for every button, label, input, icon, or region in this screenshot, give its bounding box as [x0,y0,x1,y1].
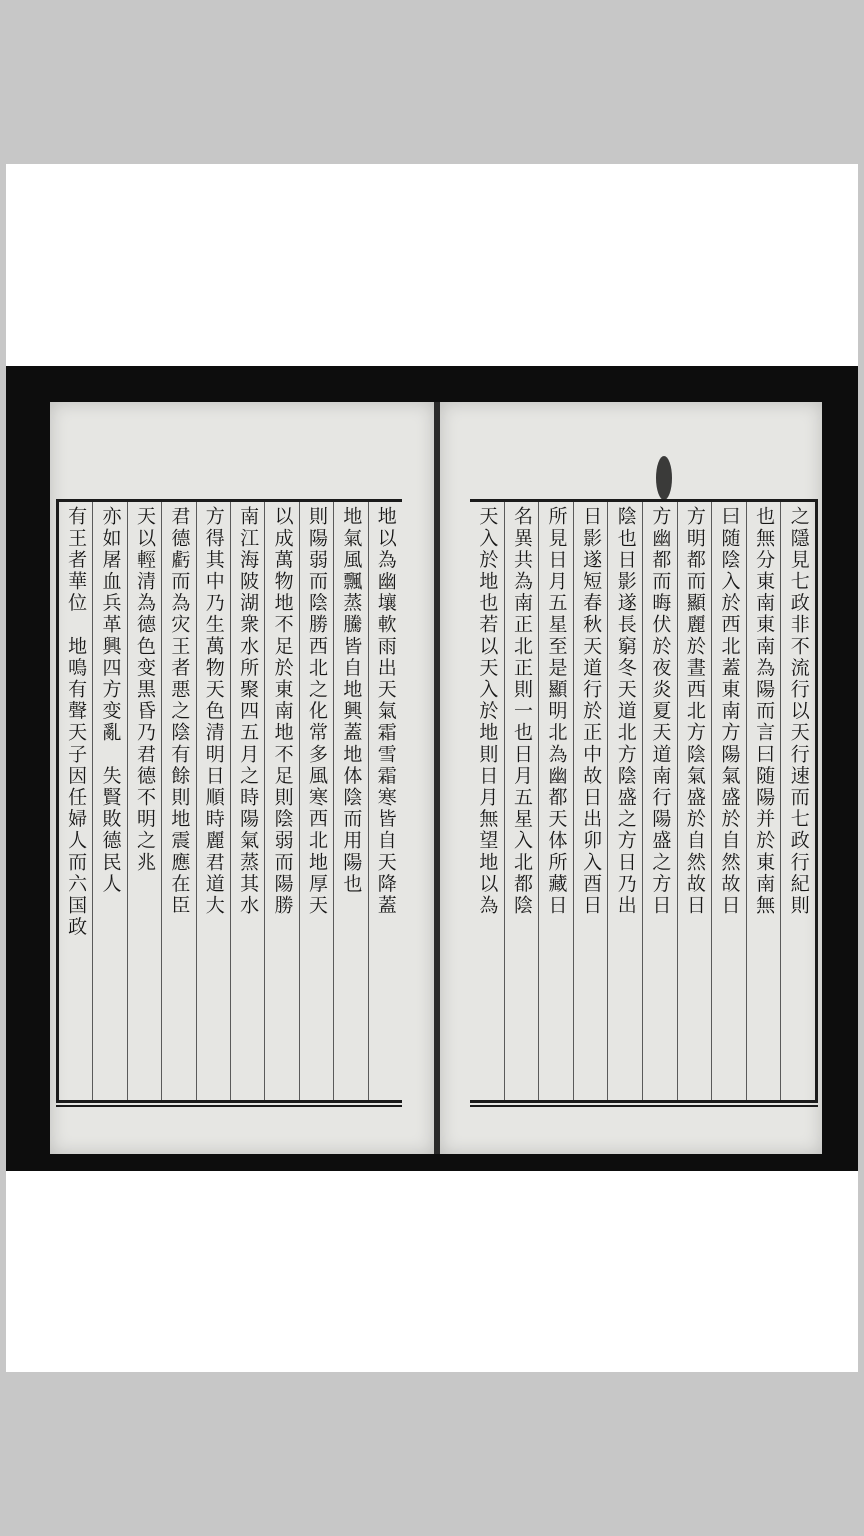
column-text: 方明都而顯麗於晝西北方陰氣盛於自然故日 [683,506,706,917]
text-column [196,502,230,1100]
text-column [59,502,92,1100]
column-text: 陰也日影遂長窮冬天道北方陰盛之方日乃出 [614,506,637,917]
text-column [230,502,264,1100]
column-text: 則陽弱而陰勝西北之化常多風寒西北地厚天 [305,506,328,917]
column-text: 名異共為南正北正則一也日月五星入北都陰 [510,506,533,917]
text-column [161,502,195,1100]
left-page-text-block [56,499,402,1103]
text-column [470,502,504,1100]
column-text: 天以輕清為德色变黒昏乃君德不明之兆 [133,506,156,874]
column-text: 方幽都而晦伏於夜炎夏天道南行陽盛之方日 [649,506,672,917]
column-text: 天入於地也若以天入於地則日月無望地以為 [476,506,499,917]
text-column [333,502,367,1100]
column-text: 也無分東南東南為陽而言曰随陽并於東南無 [753,506,776,917]
text-column [368,502,402,1100]
text-column [504,502,539,1100]
right-page-text-block [470,499,818,1103]
column-text: 南江海陂湖衆水所聚四五月之時陽氣蒸其水 [237,506,260,917]
right-page [440,402,822,1154]
scanned-book-image [6,366,858,1171]
text-column [677,502,712,1100]
text-column [127,502,161,1100]
column-text: 亦如屠血兵革興四方变亂 失賢敗德民人 [99,506,122,895]
text-column [780,502,815,1100]
column-text: 方得其中乃生萬物天色清明日順時麗君道大 [202,506,225,917]
column-text: 地以為幽壤軟雨出天氣霜雪霜寒皆自天降蓋 [374,506,397,917]
ink-stain [656,456,672,500]
text-column [607,502,642,1100]
column-text: 曰随陰入於西北蓋東南方陽氣盛於自然故日 [718,506,741,917]
text-column [92,502,126,1100]
column-text: 之隱見七政非不流行以天行速而七政行紀則 [787,506,810,917]
text-column [538,502,573,1100]
column-text: 君德虧而為灾王者悪之陰有餘則地震應在臣 [168,506,191,917]
text-column [746,502,781,1100]
column-text: 所見日月五星至是顯明北為幽都天体所藏日 [545,506,568,917]
bottom-border-rule [470,1105,818,1107]
text-column [299,502,333,1100]
column-text: 日影遂短春秋天道行於正中故日出卯入酉日 [580,506,603,917]
text-column [573,502,608,1100]
column-text: 以成萬物地不足於東南地不足則陰弱而陽勝 [271,506,294,917]
left-page [50,402,434,1154]
text-column [264,502,298,1100]
column-text: 地氣風飄蒸騰皆自地興蓋地体陰而用陽也 [340,506,363,895]
text-column [642,502,677,1100]
column-text: 有王者華位 地鳴有聲天子因任婦人而六国政 [65,506,88,938]
text-column [711,502,746,1100]
bottom-border-rule [56,1105,402,1107]
